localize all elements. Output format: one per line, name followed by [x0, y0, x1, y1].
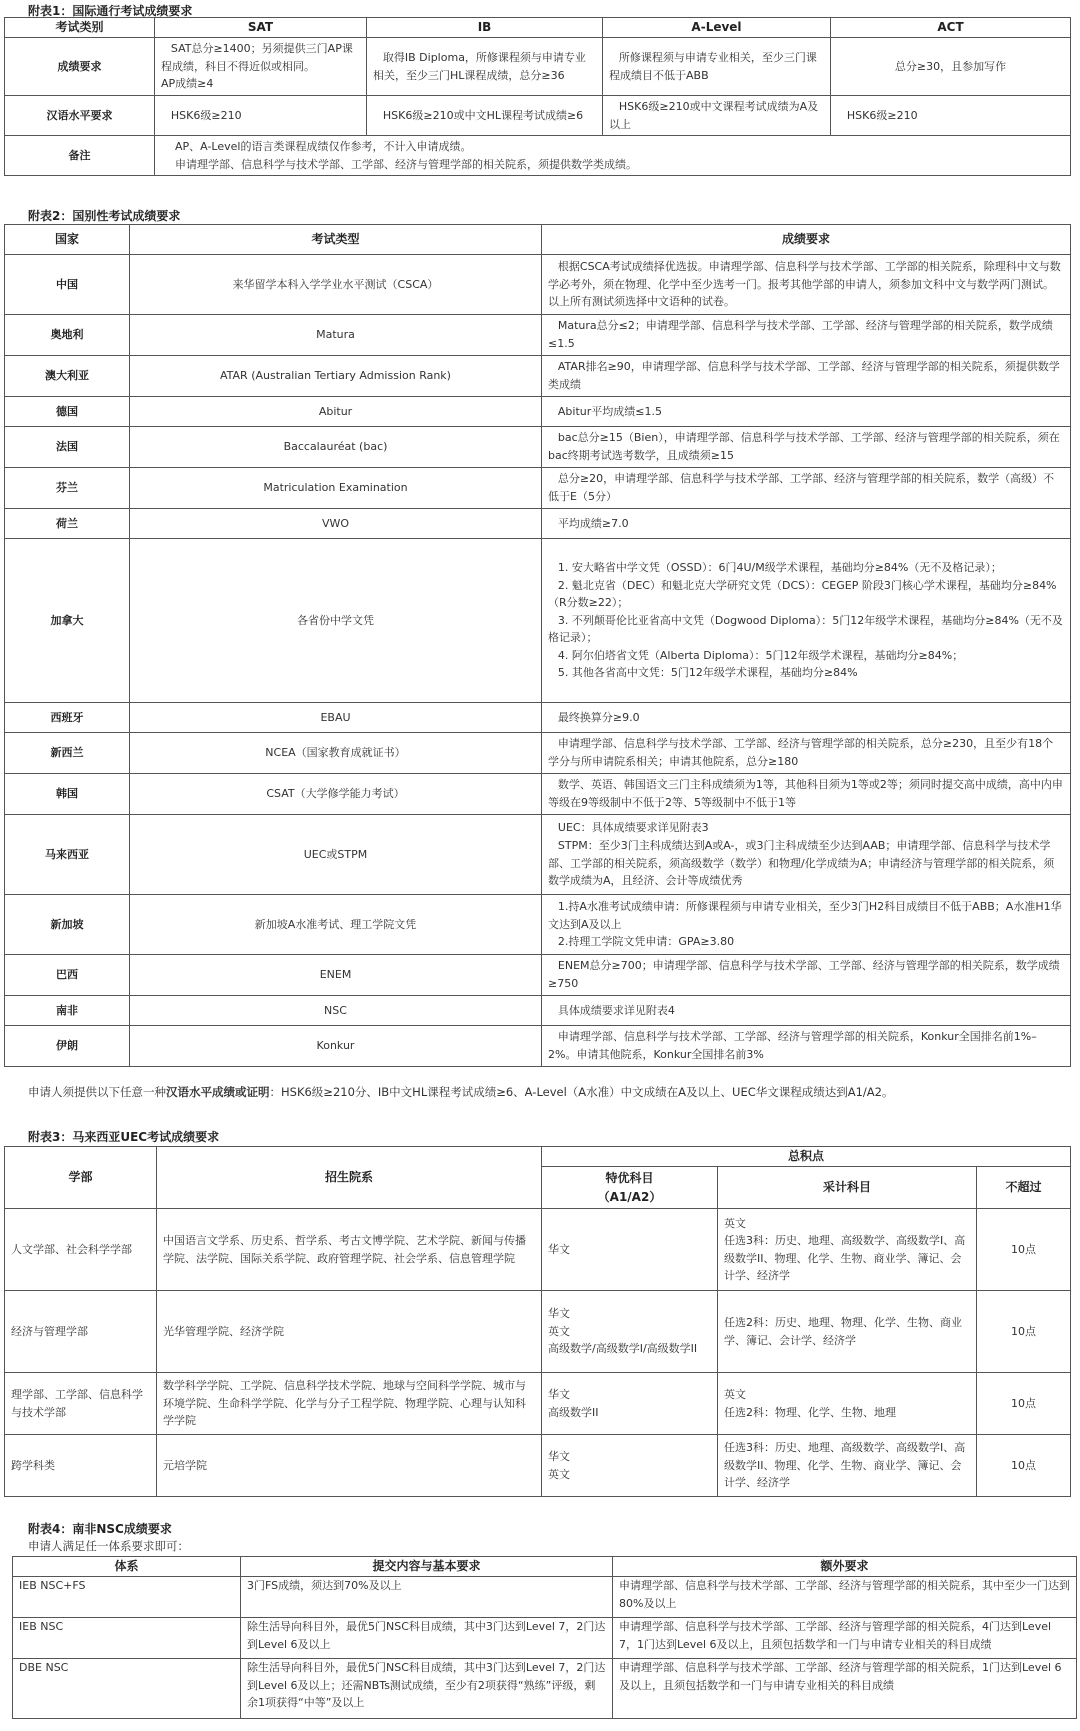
basic-requirement: 除生活导向科目外，最优5门NSC科目成绩，其中3门达到Level 7，2门达到Level 6及以上；还需NBTs测试成绩，至少有2项获得“熟练”评级，剩余1项获得“中等”及以上	[241, 1659, 613, 1719]
table1-row	[5, 136, 1071, 176]
cell: 总分≥30，且参加写作	[831, 38, 1071, 96]
country: 荷兰	[5, 509, 130, 539]
requirement-line: 2.持理工学院文凭申请：GPA≥3.80	[557, 935, 735, 949]
table4-caption: 附表4：南非NSC成绩要求	[28, 1522, 172, 1536]
counted: 任选2科：历史、地理、物理、化学、生物、商业学、簿记、会计学、经济学	[718, 1291, 977, 1373]
requirement: ATAR排名≥90，申请理学部、信息科学与技术学部、工学部、经济与管理学部的相关院系，须提供数学类成绩	[542, 356, 1071, 397]
table2-row	[5, 1026, 1071, 1067]
requirement: 平均成绩≥7.0	[542, 509, 1071, 539]
extra-requirement: 申请理学部、信息科学与技术学部、工学部、经济与管理学部的相关院系，其中至少一门达到80%及以上	[613, 1577, 1077, 1618]
table2-header: 国家	[5, 225, 130, 255]
country: 西班牙	[5, 703, 130, 733]
requirement: 根据CSCA考试成绩择优选拔。申请理学部、信息科学与技术学部、工学部的相关院系，除理科中文与数学必考外，须在物理、化学中至少选考一门。报考其他学部的申请人，须参加文科中文与数学两门测试。以上所有测试须选择中文语种的试卷。	[542, 255, 1071, 315]
remark-line: 申请理学部、信息科学与技术学部、工学部、经济与管理学部的相关院系，须提供数学类成绩。	[175, 157, 637, 171]
exam: Matura	[130, 315, 542, 356]
table1-row	[5, 38, 1071, 96]
cell: 所修课程须与申请专业相关，至少三门课程成绩目不低于ABB	[603, 38, 831, 96]
table3-header: 学部	[5, 1147, 157, 1209]
table2-row	[5, 509, 1071, 539]
cell: SAT总分≥1400；另须提供三门AP课程成绩，科目不得近似或相同。 AP成绩≥4	[155, 38, 367, 96]
table2-row	[5, 397, 1071, 427]
country: 南非	[5, 996, 130, 1026]
max: 10点	[977, 1435, 1071, 1497]
table2-row	[5, 703, 1071, 733]
table3-row	[5, 1373, 1071, 1435]
table3-header: 招生院系	[157, 1147, 542, 1209]
requirement: Abitur平均成绩≤1.5	[542, 397, 1071, 427]
dept: 理学部、工学部、信息科学与技术学部	[5, 1373, 157, 1435]
table1-header: A-Level	[603, 18, 831, 38]
table4-row	[13, 1618, 1077, 1659]
requirement: 具体成绩要求详见附表4	[542, 996, 1071, 1026]
counted: 任选3科：历史、地理、高级数学、高级数学I、高级数学II、物理、化学、生物、商业学、簿记、会计学、经济学	[718, 1435, 977, 1497]
basic-requirement: 3门FS成绩，须达到70%及以上	[241, 1577, 613, 1618]
system: DBE NSC	[13, 1659, 241, 1719]
cell: HSK6级≥210或中文课程考试成绩为A及以上	[603, 96, 831, 136]
table2-row	[5, 996, 1071, 1026]
table2-row	[5, 733, 1071, 774]
requirement-line: 5. 其他各省高中文凭：5门12年级学术课程，基础均分≥84%	[557, 666, 858, 680]
table1	[4, 17, 1071, 176]
country: 加拿大	[5, 539, 130, 703]
table2-row	[5, 356, 1071, 397]
exam: 来华留学本科入学学业水平测试（CSCA）	[130, 255, 542, 315]
table1-row	[5, 96, 1071, 136]
requirement: Matura总分≤2；申请理学部、信息科学与技术学部、工学部、经济与管理学部的相关院系，数学成绩≤1.5	[542, 315, 1071, 356]
table2-row	[5, 255, 1071, 315]
country: 法国	[5, 427, 130, 468]
table3-row	[5, 1291, 1071, 1373]
counted: 英文 任选3科：历史、地理、高级数学、高级数学I、高级数学II、物理、化学、生物、商业学、簿记、会计学、经济学	[718, 1209, 977, 1291]
country: 巴西	[5, 955, 130, 996]
requirement	[542, 895, 1071, 955]
table4-header: 提交内容与基本要求	[241, 1557, 613, 1577]
extra-requirement: 申请理学部、信息科学与技术学部、工学部、经济与管理学部的相关院系，4门达到Level 7，1门达到Level 6及以上，且须包括数学和一门与申请专业相关的科目成绩	[613, 1618, 1077, 1659]
country: 澳大利亚	[5, 356, 130, 397]
exam: ATAR (Australian Tertiary Admission Rank)	[130, 356, 542, 397]
cell: HSK6级≥210	[831, 96, 1071, 136]
table3-row	[5, 1209, 1071, 1291]
country: 中国	[5, 255, 130, 315]
chinese-proficiency-note: 申请人须提供以下任意一种汉语水平成绩或证明：HSK6级≥210分、IB中文HL课程考试成绩≥6、A-Level（A水准）中文成绩在A及以上、UEC华文课程成绩达到A1/A2。	[28, 1085, 894, 1099]
excellent: 华文 英文	[542, 1435, 718, 1497]
table2-row	[5, 539, 1071, 703]
requirement: 总分≥20，申请理学部、信息科学与技术学部、工学部、经济与管理学部的相关院系，数学（高级）不低于E（5分）	[542, 468, 1071, 509]
exam: Matriculation Examination	[130, 468, 542, 509]
requirement	[542, 539, 1071, 703]
cell: 取得IB Diploma，所修课程须与申请专业相关，至少三门HL课程成绩，总分≥36	[367, 38, 603, 96]
table2-row	[5, 815, 1071, 895]
cell: HSK6级≥210	[155, 96, 367, 136]
college: 中国语言文学系、历史系、哲学系、考古文博学院、艺术学院、新闻与传播学院、法学院、国际关系学院、政府管理学院、社会学系、信息管理学院	[157, 1209, 542, 1291]
table2-row	[5, 774, 1071, 815]
college: 元培学院	[157, 1435, 542, 1497]
table1-caption: 附表1：国际通行考试成绩要求	[28, 4, 193, 18]
requirement-line: 4. 阿尔伯塔省文凭（Alberta Diploma）：5门12年级学术课程，基础均分≥84%；	[557, 648, 964, 662]
requirement	[542, 815, 1071, 895]
table2-row	[5, 468, 1071, 509]
table3	[4, 1146, 1071, 1497]
table4-row	[13, 1577, 1077, 1618]
requirement: 申请理学部、信息科学与技术学部、工学部、经济与管理学部的相关院系，Konkur全国排名前1%–2%。申请其他院系，Konkur全国排名前3%	[542, 1026, 1071, 1067]
exam: 各省份中学文凭	[130, 539, 542, 703]
requirement-line: 1. 安大略省中学文凭（OSSD）：6门4U/M级学术课程，基础均分≥84%（无不及格记录）；	[557, 560, 1002, 574]
dept: 经济与管理学部	[5, 1291, 157, 1373]
requirement-line: 3. 不列颠哥伦比亚省高中文凭（Dogwood Diploma）：5门12年级学术课程，基础均分≥84%（无不及格记录）；	[548, 613, 1063, 645]
basic-requirement: 除生活导向科目外，最优5门NSC科目成绩，其中3门达到Level 7，2门达到Level 6及以上	[241, 1618, 613, 1659]
table2	[4, 224, 1071, 1067]
table3-caption: 附表3：马来西亚UEC考试成绩要求	[28, 1130, 220, 1144]
table3-header: 不超过	[977, 1167, 1071, 1209]
table1-header: IB	[367, 18, 603, 38]
table2-caption: 附表2：国别性考试成绩要求	[28, 209, 181, 223]
table2-header: 成绩要求	[542, 225, 1071, 255]
country: 奥地利	[5, 315, 130, 356]
system: IEB NSC+FS	[13, 1577, 241, 1618]
max: 10点	[977, 1373, 1071, 1435]
requirement: bac总分≥15（Bien），申请理学部、信息科学与技术学部、工学部、经济与管理学部的相关院系，须在bac终期考试选考数学，且成绩须≥15	[542, 427, 1071, 468]
table2-row	[5, 427, 1071, 468]
exam: Abitur	[130, 397, 542, 427]
exam: Konkur	[130, 1026, 542, 1067]
requirement: ENEM总分≥700；申请理学部、信息科学与技术学部、工学部、经济与管理学部的相关院系，数学成绩≥750	[542, 955, 1071, 996]
country: 德国	[5, 397, 130, 427]
requirement-line: STPM：至少3门主科成绩达到A或A-，或3门主科成绩至少达到AAB；申请理学部、信息科学与技术学部、工学部的相关院系，须高级数学（数学）和物理/化学成绩为A；申请经济与管理学部的相关院系，须数学成绩为A，且经济、会计等成绩优秀	[548, 838, 1055, 888]
table4-subtitle: 申请人满足任一体系要求即可：	[28, 1539, 189, 1553]
exam: EBAU	[130, 703, 542, 733]
country: 新加坡	[5, 895, 130, 955]
table1-header: ACT	[831, 18, 1071, 38]
cell: HSK6级≥210或中文HL课程考试成绩≥6	[367, 96, 603, 136]
exam: NCEA（国家教育成就证书）	[130, 733, 542, 774]
country: 马来西亚	[5, 815, 130, 895]
excellent: 华文 高级数学II	[542, 1373, 718, 1435]
table3-header: 总积点	[542, 1147, 1071, 1167]
excellent: 华文 英文 高级数学/高级数学I/高级数学II	[542, 1291, 718, 1373]
exam: CSAT（大学修学能力考试）	[130, 774, 542, 815]
extra-requirement: 申请理学部、信息科学与技术学部、工学部、经济与管理学部的相关院系，1门达到Level 6及以上，且须包括数学和一门与申请专业相关的科目成绩	[613, 1659, 1077, 1719]
exam: Baccalauréat (bac)	[130, 427, 542, 468]
max: 10点	[977, 1291, 1071, 1373]
table4-row	[13, 1659, 1077, 1719]
row-label: 备注	[5, 136, 155, 176]
country: 韩国	[5, 774, 130, 815]
country: 芬兰	[5, 468, 130, 509]
table2-row	[5, 315, 1071, 356]
requirement: 申请理学部、信息科学与技术学部、工学部、经济与管理学部的相关院系，总分≥230，且至少有18个学分与所申请院系相关；申请其他院系，总分≥180	[542, 733, 1071, 774]
table1-header: SAT	[155, 18, 367, 38]
requirement-line: UEC：具体成绩要求详见附表3	[557, 821, 709, 835]
country: 伊朗	[5, 1026, 130, 1067]
remark-line: AP、A-Level的语言类课程成绩仅作参考，不计入申请成绩。	[175, 140, 472, 154]
requirement: 最终换算分≥9.0	[542, 703, 1071, 733]
row-label: 成绩要求	[5, 38, 155, 96]
exam: 新加坡A水准考试、理工学院文凭	[130, 895, 542, 955]
table3-row	[5, 1435, 1071, 1497]
college: 数学科学学院、工学院、信息科学技术学院、地球与空间科学学院、城市与环境学院、生命科学学院、化学与分子工程学院、物理学院、心理与认知科学学院	[157, 1373, 542, 1435]
dept: 人文学部、社会科学学部	[5, 1209, 157, 1291]
exam: UEC或STPM	[130, 815, 542, 895]
table4	[12, 1556, 1077, 1719]
table4-header: 额外要求	[613, 1557, 1077, 1577]
requirement-line: 1.持A水准考试成绩申请：所修课程须与申请专业相关，至少3门H2科目成绩目不低于ABB；A水准H1华文达到A及以上	[548, 900, 1062, 931]
country: 新西兰	[5, 733, 130, 774]
max: 10点	[977, 1209, 1071, 1291]
table3-header: 采计科目	[718, 1167, 977, 1209]
table2-row	[5, 895, 1071, 955]
exam: VWO	[130, 509, 542, 539]
table3-header: 特优科目 （A1/A2）	[542, 1167, 718, 1209]
excellent: 华文	[542, 1209, 718, 1291]
table2-header: 考试类型	[130, 225, 542, 255]
requirement-line: 2. 魁北克省（DEC）和魁北克大学研究文凭（DCS）：CEGEP 阶段3门核心学术课程，基础均分≥84%（R分数≥22）；	[548, 578, 1057, 610]
college: 光华管理学院、经济学院	[157, 1291, 542, 1373]
exam: NSC	[130, 996, 542, 1026]
table4-header: 体系	[13, 1557, 241, 1577]
table2-row	[5, 955, 1071, 996]
table1-header: 考试类别	[5, 18, 155, 38]
row-label: 汉语水平要求	[5, 96, 155, 136]
dept: 跨学科类	[5, 1435, 157, 1497]
counted: 英文 任选2科：物理、化学、生物、地理	[718, 1373, 977, 1435]
remark-cell	[155, 136, 1071, 176]
system: IEB NSC	[13, 1618, 241, 1659]
exam: ENEM	[130, 955, 542, 996]
requirement: 数学、英语、韩国语文三门主科成绩须为1等，其他科目须为1等或2等；须同时提交高中成绩，高中内申等级在9等级制中不低于2等、5等级制中不低于1等	[542, 774, 1071, 815]
